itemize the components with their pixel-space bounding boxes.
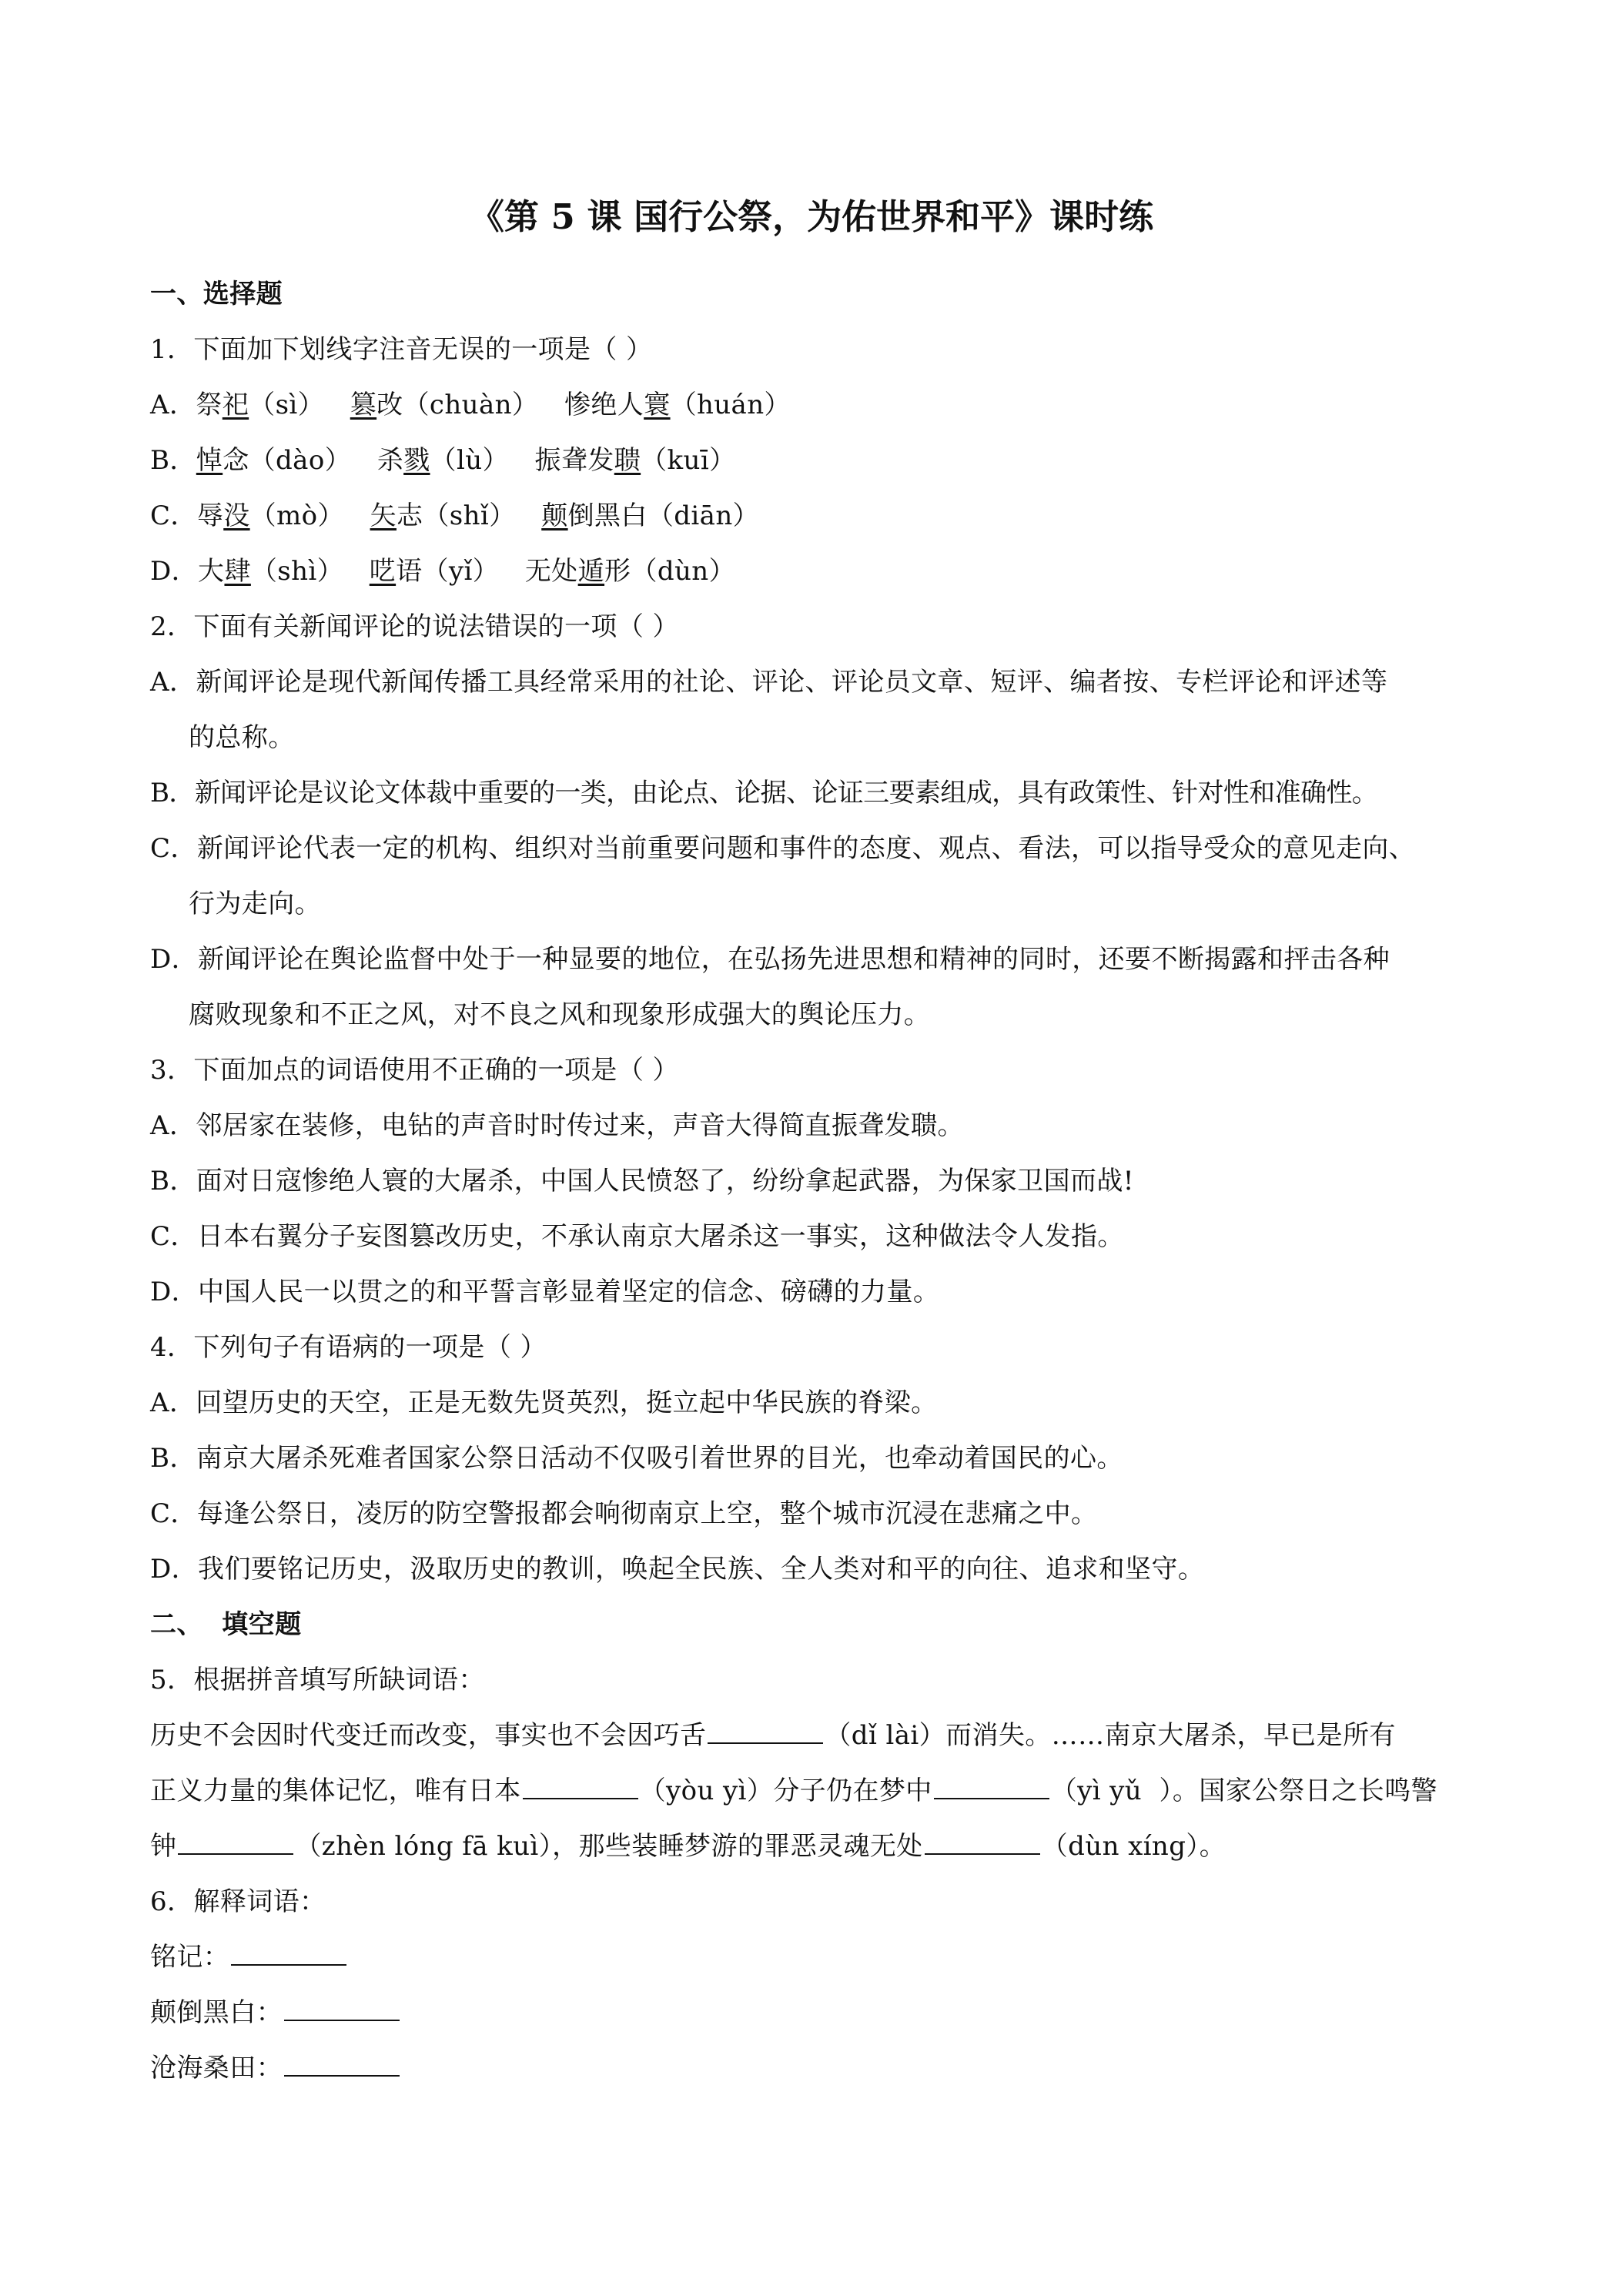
question-2-option-d: D．新闻评论在舆论监督中处于一种显要的地位，在弘扬先进思想和精神的同时，还要不断揭露和抨击各种 <box>150 944 1390 975</box>
answer-blank[interactable] <box>178 1830 293 1855</box>
question-1-option-a <box>150 377 1490 433</box>
option-text: （kuī） <box>641 445 736 476</box>
question-1-option-c <box>150 488 1490 544</box>
question-6-term-3 <box>150 2040 1490 2096</box>
question-2-stem: 2．下面有关新闻评论的说法错误的一项（ ） <box>150 611 679 642</box>
option-text: 念（dào） 杀 <box>223 445 404 476</box>
question-6-stem: 6．解释词语： <box>150 1886 326 1917</box>
question-5-line-2 <box>150 1763 1490 1819</box>
answer-blank[interactable] <box>231 1941 346 1966</box>
question-4-option-c: C．每逢公祭日，凌厉的防空警报都会响彻南京上空，整个城市沉浸在悲痛之中。 <box>150 1498 1098 1529</box>
option-text: 志（shǐ） <box>396 500 542 531</box>
option-text: （huán） <box>670 390 791 420</box>
underlined-char: 颠 <box>541 500 568 531</box>
passage-text: 钟 <box>150 1831 177 1862</box>
question-2-option-a-cont: 的总称。 <box>189 722 295 753</box>
section-heading-choice: 一、选择题 <box>150 279 283 310</box>
question-4-option-a: A．回望历史的天空，正是无数先贤英烈，挺立起中华民族的脊梁。 <box>150 1387 938 1418</box>
passage-text: 正义力量的集体记忆，唯有日本 <box>150 1776 521 1806</box>
underlined-char: 祀 <box>222 390 249 420</box>
question-2-option-d-cont: 腐败现象和不正之风，对不良之风和现象形成强大的舆论压力。 <box>189 999 931 1030</box>
option-text: C．辱 <box>150 500 224 531</box>
underlined-char: 戮 <box>403 445 430 476</box>
option-text: （mò） <box>249 500 370 531</box>
answer-blank[interactable] <box>523 1775 638 1799</box>
option-text: 倒黑白（diān） <box>567 500 760 531</box>
question-2-option-a: A．新闻评论是现代新闻传播工具经常采用的社论、评论、评论员文章、短评、编者按、专栏评论和评述等 <box>150 667 1388 698</box>
question-4-stem: 4．下列句子有语病的一项是（ ） <box>150 1332 547 1363</box>
passage-text: （yì yǔ ）。国家公祭日之长鸣警 <box>1050 1776 1437 1806</box>
document-body <box>150 266 1490 2096</box>
question-5-stem: 5．根据拼音填写所缺词语： <box>150 1665 485 1695</box>
passage-text: （zhèn lóng fā kuì），那些装睡梦游的罪恶灵魂无处 <box>295 1831 923 1862</box>
question-5-line-1 <box>150 1708 1490 1763</box>
underlined-char: 聩 <box>614 445 641 476</box>
option-text: 形（dùn） <box>604 556 736 587</box>
question-1-stem: 1．下面加下划线字注音无误的一项是（ ） <box>150 334 653 365</box>
answer-blank[interactable] <box>934 1775 1049 1799</box>
passage-text: 历史不会因时代变迁而改变，事实也不会因巧舌 <box>150 1720 707 1751</box>
question-2-option-c-cont: 行为走向。 <box>189 889 321 919</box>
section-heading-fill: 二、 填空题 <box>150 1609 302 1640</box>
question-3-option-a: A．邻居家在装修，电钻的声音时时传过来，声音大得简直振聋发聩。 <box>150 1110 964 1141</box>
underlined-char: 悼 <box>196 445 223 476</box>
question-4-option-b: B．南京大屠杀死难者国家公祭日活动不仅吸引着世界的目光，也牵动着国民的心。 <box>150 1443 1123 1474</box>
question-6-term-1 <box>150 1930 1490 1985</box>
term-label: 颠倒黑白： <box>150 1997 283 2028</box>
option-text: （lù） 振聋发 <box>430 445 614 476</box>
term-label: 铭记： <box>150 1942 230 1973</box>
underlined-char: 呓 <box>369 556 397 587</box>
question-3-stem: 3．下面加点的词语使用不正确的一项是（ ） <box>150 1055 679 1086</box>
question-3-option-d: D．中国人民一以贯之的和平誓言彰显着坚定的信念、磅礴的力量。 <box>150 1277 940 1307</box>
answer-blank[interactable] <box>284 2052 400 2077</box>
underlined-char: 没 <box>223 500 250 531</box>
option-text: 语（yǐ） 无处 <box>396 556 578 587</box>
answer-blank[interactable] <box>284 1996 400 2021</box>
passage-text: （dùn xíng）。 <box>1041 1831 1226 1862</box>
term-label: 沧海桑田： <box>150 2053 283 2083</box>
underlined-char: 矢 <box>370 500 397 531</box>
question-5-line-3 <box>150 1819 1490 1874</box>
option-text: 改（chuàn） 惨绝人 <box>376 390 644 420</box>
answer-blank[interactable] <box>925 1830 1040 1855</box>
option-text: （sì） <box>249 390 350 420</box>
question-3-option-b: B．面对日寇惨绝人寰的大屠杀，中国人民愤怒了，纷纷拿起武器，为保家卫国而战! <box>150 1166 1134 1197</box>
underlined-char: 篡 <box>350 390 377 420</box>
option-text: A．祭 <box>150 390 223 420</box>
underlined-char: 肆 <box>224 556 251 587</box>
question-3-option-c: C．日本右翼分子妄图篡改历史，不承认南京大屠杀这一事实，这种做法令人发指。 <box>150 1221 1124 1252</box>
option-text: （shì） <box>250 556 370 587</box>
page-title: 《第 5 课 国行公祭，为佑世界和平》课时练 <box>469 196 1154 237</box>
question-2-option-c: C．新闻评论代表一定的机构、组织对当前重要问题和事件的态度、观点、看法，可以指导受众的意见走向、 <box>150 833 1416 864</box>
option-text: B． <box>150 445 196 476</box>
answer-blank[interactable] <box>708 1719 823 1744</box>
question-1-option-b <box>150 433 1490 488</box>
option-text: D．大 <box>150 556 225 587</box>
passage-text: （yòu yì）分子仍在梦中 <box>639 1776 932 1806</box>
underlined-char: 遁 <box>577 556 605 587</box>
underlined-char: 寰 <box>644 390 671 420</box>
question-4-option-d: D．我们要铭记历史，汲取历史的教训，唤起全民族、全人类对和平的向往、追求和坚守。 <box>150 1554 1205 1585</box>
question-1-option-d <box>150 544 1490 599</box>
passage-text: （dǐ lài）而消失。……南京大屠杀，早已是所有 <box>825 1720 1396 1751</box>
question-6-term-2 <box>150 1985 1490 2040</box>
question-2-option-b: B．新闻评论是议论文体裁中重要的一类，由论点、论据、论证三要素组成，具有政策性、针对性和准确性。 <box>150 778 1378 808</box>
